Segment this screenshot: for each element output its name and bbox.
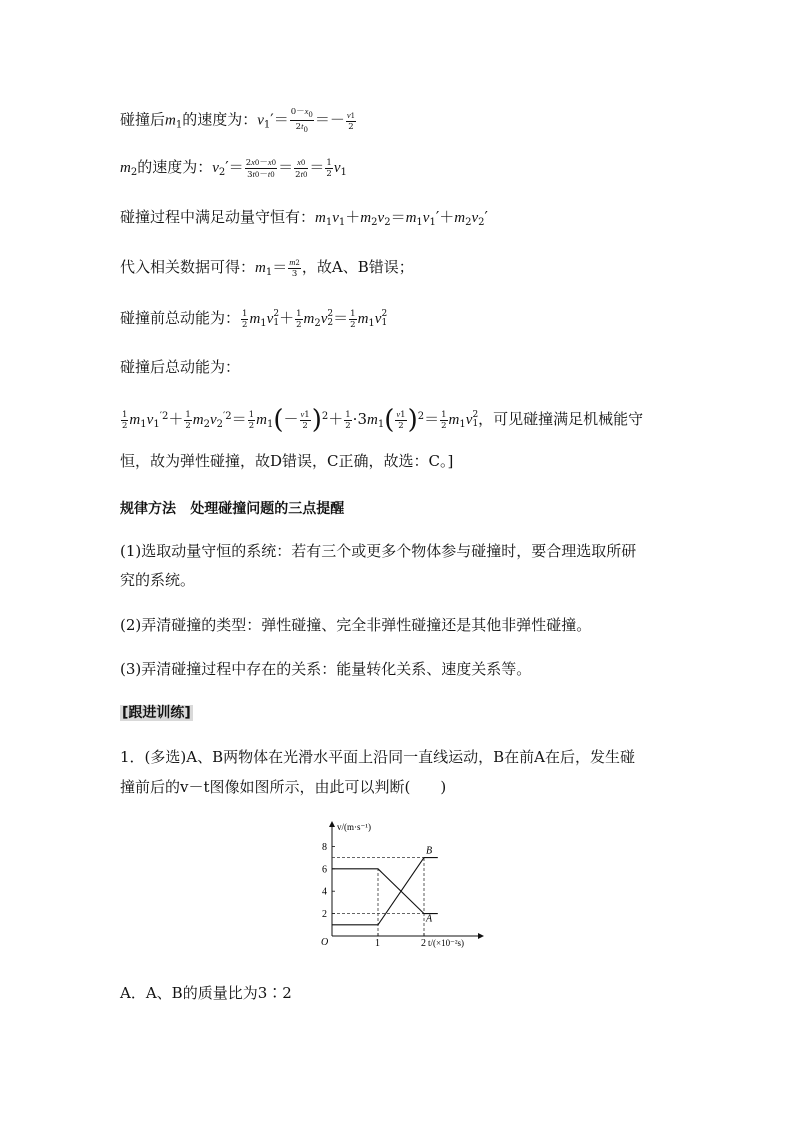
solution-line-6 bbox=[120, 356, 240, 378]
y-tick-label-2: 2 bbox=[322, 909, 327, 921]
x-tick-label-1: 1 bbox=[375, 938, 380, 949]
fraction: $\frac{1}{2}$ bbox=[326, 157, 332, 179]
x-axis-label: t/(×10⁻²s) bbox=[428, 938, 465, 948]
fraction: $\frac{2x0-x0}{3t0-t0}$ bbox=[245, 156, 277, 180]
fraction: $\frac{x0}{2t0}$ bbox=[295, 156, 308, 180]
text: 的速度为： bbox=[137, 158, 213, 176]
training-label-wrap bbox=[120, 701, 193, 724]
solution-line-2: $m_2$的速度为：$v_2'=$ $\frac{2x0-x0}{3t0-t0}$ ＝ $\frac{x0}{2t0}$ ＝ $\frac{1}{2}$ $v_1$ bbox=[120, 156, 347, 180]
vt-chart bbox=[310, 815, 490, 955]
y-tick-label-4: 4 bbox=[322, 886, 327, 898]
fraction: $\frac{m2}{3}$ bbox=[289, 257, 300, 279]
text: ＝－ bbox=[314, 110, 345, 129]
y-tick-label-8: 8 bbox=[322, 841, 327, 853]
text: 碰撞过程中满足动量守恒有： bbox=[120, 208, 316, 226]
text: 恒，故为弹性碰撞，故D错误，C正确，故选：C。] bbox=[120, 452, 454, 470]
solution-line-5: 碰撞前总动能为： $\frac{1}{2}$ $m_1v2$ 1＋ $\frac{1}{2}$ $m_2v2$ 2＝ $\frac{1}{2}$ $m_1v2$ 1 bbox=[120, 308, 388, 330]
method-point-1: (1)选取动量守恒的系统：若有三个或更多个物体参与碰撞时，要合理选取所研 bbox=[120, 542, 637, 560]
method-point-1-cont: 究的系统。 bbox=[120, 571, 196, 589]
solution-line-4: 代入相关数据可得：$m_1=$ $\frac{m2}{3}$ ，故A、B错误； bbox=[120, 257, 414, 279]
origin-label: O bbox=[321, 937, 329, 948]
y-tick-label-6: 6 bbox=[322, 864, 327, 876]
vt-graph bbox=[310, 815, 490, 959]
solution-line-7: $\frac{1}{2}$ $m_1v_1^{'2}+$ $\frac{1}{2}$ $m_2v_2^{'2}=$ $\frac{1}{2}$ $m_1(-$ $\frac{v1}{2}$ )$^2$＋ $\frac{1}{2}$ $\cdot 3m_1$( $\frac{v1}{2}$ )$^2$＝ $\frac{1}{2}$ $m_1v2$ 1，可见碰撞满足机械能守 bbox=[122, 405, 644, 435]
solution-line-3: 碰撞过程中满足动量守恒有：$m_1v_1+m_2v_2=m_1v_1'+m_2v_2'$ bbox=[120, 208, 488, 228]
series-label-B: B bbox=[426, 845, 433, 857]
x-axis-arrow bbox=[478, 933, 484, 939]
text: 碰撞前总动能为： bbox=[120, 309, 241, 327]
text: ，可见碰撞满足机械能守 bbox=[478, 410, 644, 428]
solution-line-8 bbox=[120, 450, 453, 472]
text: 碰撞后总动能为： bbox=[120, 358, 241, 376]
fraction: $\frac{0-x_0}{2t_0}$ bbox=[290, 106, 313, 134]
y-axis-label: v/(m·s⁻¹) bbox=[337, 822, 371, 832]
question-1-line-2: 撞前后的v－t图像如图所示，由此可以判断( ) bbox=[120, 778, 447, 796]
x-tick-label-2: 2 bbox=[421, 938, 426, 949]
series-A bbox=[332, 869, 438, 914]
text: 代入相关数据可得： bbox=[120, 258, 256, 276]
option-a: A．A、B的质量比为3∶2 bbox=[120, 984, 292, 1002]
solution-line-1: 碰撞后$m_1$的速度为：$v_1'=$ $\frac{0-x_0}{2t_0}$ ＝－ $\frac{v1}{2}$ bbox=[120, 106, 356, 134]
text: 的速度为： bbox=[182, 110, 258, 129]
y-axis-arrow bbox=[329, 821, 335, 827]
training-label: [跟进训练] bbox=[122, 705, 191, 721]
series-label-A: A bbox=[426, 913, 433, 925]
method-title: 处理碰撞问题的三点提醒 bbox=[190, 501, 345, 517]
method-point-3: (3)弄清碰撞过程中存在的关系：能量转化关系、速度关系等。 bbox=[120, 660, 532, 678]
text: 碰撞后 bbox=[120, 110, 166, 129]
method-heading bbox=[120, 497, 344, 520]
fraction: $\frac{v1}{2}$ bbox=[346, 109, 356, 132]
text: ，故A、B错误； bbox=[301, 258, 414, 276]
question-1-line-1: 1．(多选)A、B两物体在光滑水平面上沿同一直线运动，B在前A在后，发生碰 bbox=[120, 748, 635, 766]
method-tag: 规律方法 bbox=[120, 501, 176, 517]
series-B bbox=[332, 858, 438, 925]
method-point-2: (2)弄清碰撞的类型：弹性碰撞、完全非弹性碰撞还是其他非弹性碰撞。 bbox=[120, 616, 592, 634]
